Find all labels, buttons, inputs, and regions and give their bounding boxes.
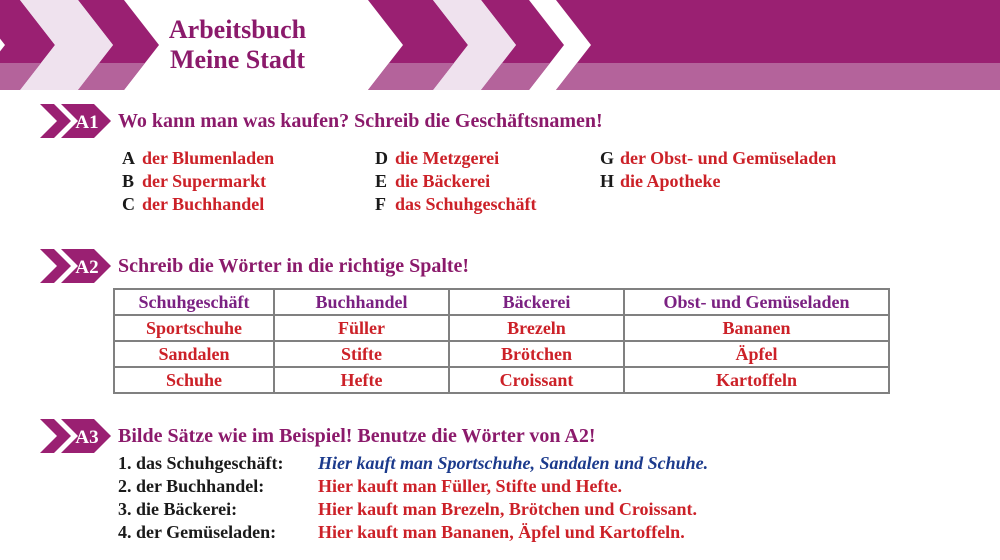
a1-item (600, 147, 836, 170)
a2-table-row (114, 341, 889, 367)
a3-line (118, 498, 708, 521)
workbook-title (130, 15, 345, 75)
a1-badge-label: A1 (75, 112, 99, 133)
a3-sentence-list (118, 452, 708, 544)
a1-item-answer: das Schuhgeschäft (395, 194, 537, 214)
workbook-title-line2: Meine Stadt (169, 45, 306, 74)
a1-column-1 (122, 147, 375, 216)
a1-item (600, 170, 836, 193)
a2-cell: Croissant (449, 367, 624, 393)
a1-item-letter: B (122, 171, 135, 191)
a2-cell: Hefte (274, 367, 449, 393)
a1-item-letter: E (375, 171, 388, 191)
a1-item-answer: die Bäckerei (395, 171, 491, 191)
a3-line-answer-sentence: Hier kauft man Brezeln, Brötchen und Croissant. (318, 499, 698, 519)
a2-badge (40, 249, 112, 283)
a1-item-answer: der Supermarkt (142, 171, 267, 191)
a2-cell: Schuhe (114, 367, 274, 393)
a2-col-header: Obst- und Gemüseladen (624, 289, 889, 315)
a3-badge (40, 419, 112, 453)
a2-cell: Füller (274, 315, 449, 341)
a3-line (118, 521, 708, 544)
a1-badge (40, 104, 112, 138)
a3-line-answer-sentence: Hier kauft man Bananen, Äpfel und Kartoffeln. (318, 522, 685, 542)
a2-heading: Schreib die Wörter in die richtige Spalte! (118, 254, 470, 277)
page-header (0, 0, 1000, 90)
a3-line-example-sentence: Hier kauft man Sportschuhe, Sandalen und Schuhe. (318, 453, 709, 473)
a3-line-answer-sentence: Hier kauft man Füller, Stifte und Hefte. (318, 476, 622, 496)
a2-sorting-table (113, 288, 890, 394)
a2-cell: Äpfel (624, 341, 889, 367)
a1-column-2 (375, 147, 600, 216)
a3-line-label: 2. der Buchhandel: (118, 476, 265, 496)
a1-item (122, 147, 375, 170)
a2-cell: Brezeln (449, 315, 624, 341)
a1-item-answer: der Buchhandel (142, 194, 265, 214)
a2-badge-label: A2 (75, 257, 99, 278)
a3-line-label: 3. die Bäckerei: (118, 499, 238, 519)
a1-item-letter: D (375, 148, 388, 168)
a1-item-letter: C (122, 194, 135, 214)
a2-cell: Sandalen (114, 341, 274, 367)
section-a3-head (40, 419, 596, 453)
a1-item (375, 170, 600, 193)
a1-item-letter: G (600, 148, 615, 168)
a2-table-row (114, 367, 889, 393)
a3-line-label: 4. der Gemüseladen: (118, 522, 277, 542)
a3-line-label: 1. das Schuhgeschäft: (118, 453, 284, 473)
a1-heading: Wo kann man was kaufen? Schreib die Geschäftsnamen! (118, 109, 603, 132)
a3-line (118, 475, 708, 498)
a2-table-header-row (114, 289, 889, 315)
a1-answer-list (122, 147, 836, 216)
a2-cell: Stifte (274, 341, 449, 367)
a2-table-row (114, 315, 889, 341)
a2-col-header: Buchhandel (274, 289, 449, 315)
a3-heading: Bilde Sätze wie im Beispiel! Benutze die Wörter von A2! (118, 424, 596, 447)
a2-cell: Brötchen (449, 341, 624, 367)
a1-column-3 (600, 147, 836, 216)
a2-cell: Kartoffeln (624, 367, 889, 393)
a2-cell: Bananen (624, 315, 889, 341)
a2-cell: Sportschuhe (114, 315, 274, 341)
a1-item-answer: die Metzgerei (395, 148, 500, 168)
a2-col-header: Bäckerei (449, 289, 624, 315)
a1-item-letter: H (600, 171, 615, 191)
a1-item (122, 170, 375, 193)
a3-line (118, 452, 708, 475)
a1-item-letter: F (375, 194, 386, 214)
a1-item (375, 147, 600, 170)
a3-badge-label: A3 (75, 427, 99, 448)
section-a1-head (40, 104, 603, 138)
a1-item (122, 193, 375, 216)
a1-item-answer: der Blumenladen (142, 148, 275, 168)
section-a2-head (40, 249, 469, 283)
a1-item (375, 193, 600, 216)
workbook-title-line1: Arbeitsbuch (168, 15, 307, 44)
a1-item-letter: A (122, 148, 135, 168)
a1-item-answer: die Apotheke (620, 171, 721, 191)
a2-col-header: Schuhgeschäft (114, 289, 274, 315)
a1-item-answer: der Obst- und Gemüseladen (620, 148, 837, 168)
